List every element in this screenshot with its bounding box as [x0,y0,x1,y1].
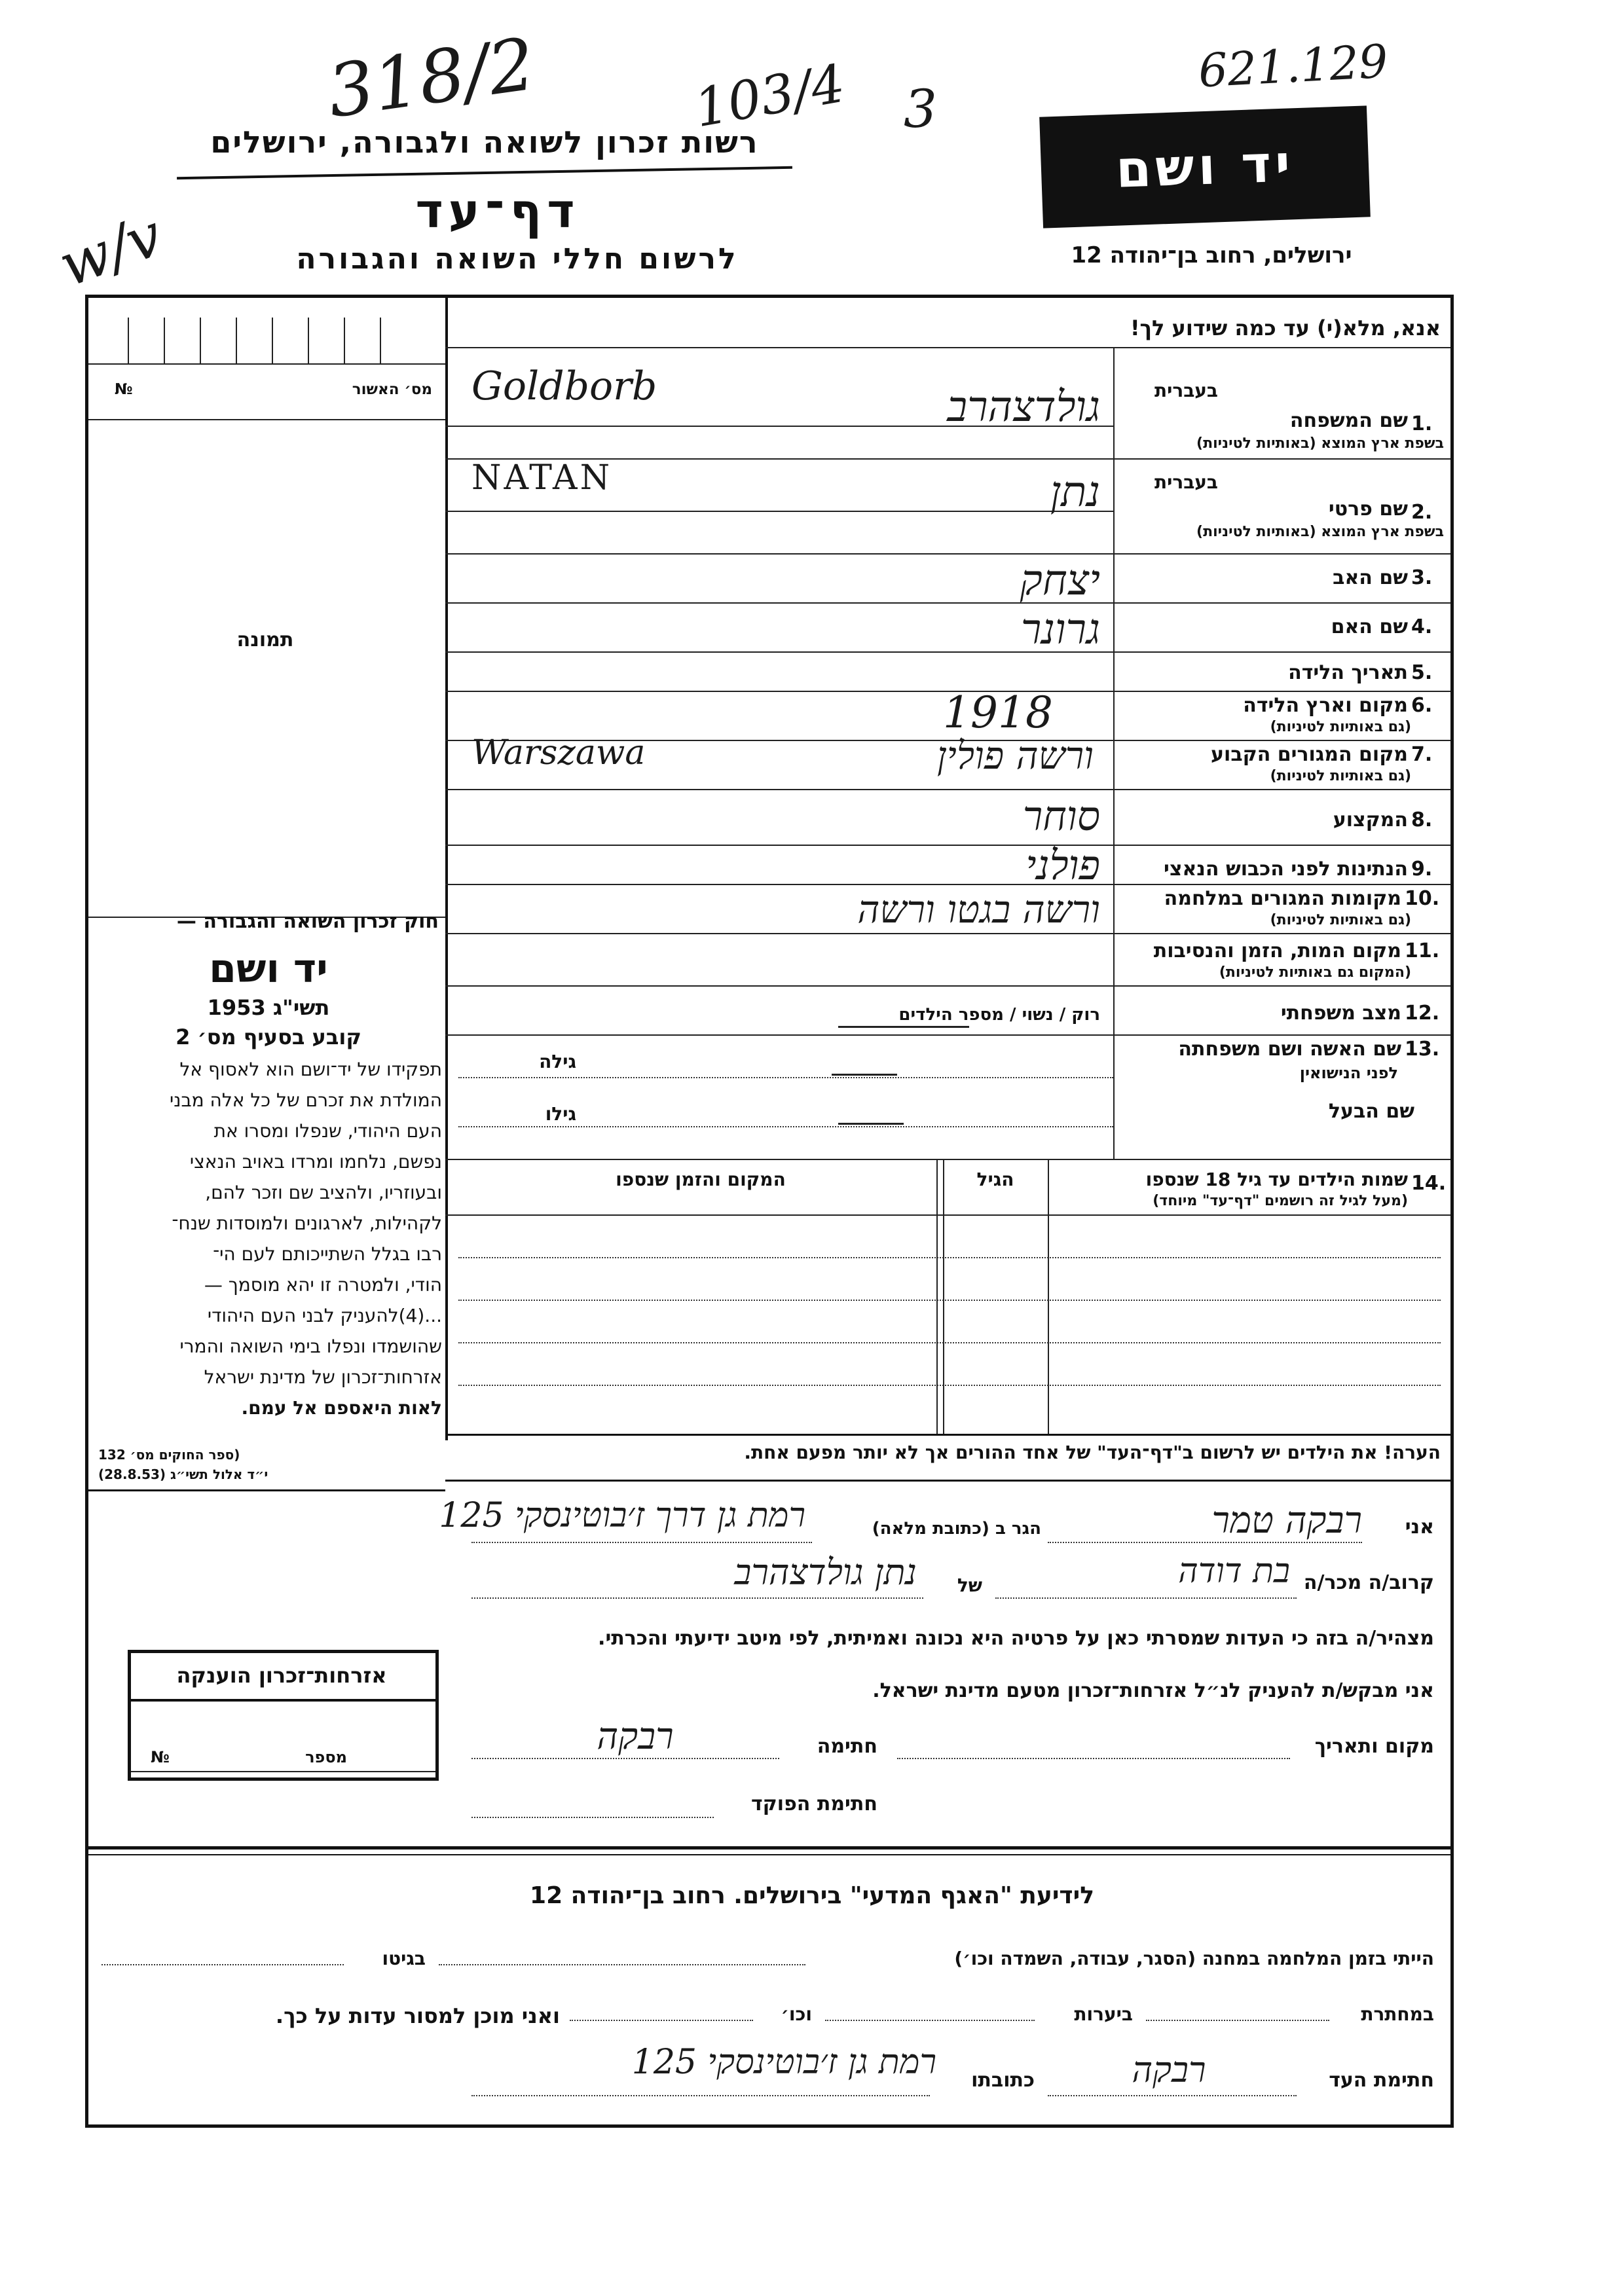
witness-signature-value: רבקה [1132,2049,1206,2090]
law-heading: חוק זכרון השואה והגבורה — [176,910,439,933]
children-table-number: 14. [1411,1172,1447,1195]
children-table-note: (מעל לגיל זה רושמים "דף־עד" מיוחד) [1153,1193,1408,1209]
law-clause: קובע בסעיף מס׳ 2 [175,1025,361,1049]
children-col-age: הגיל [976,1169,1014,1190]
field-1-value: גולדצהרב [947,383,1100,431]
bottom-line2-b: ביערות [1074,2003,1133,2025]
field-12-options: רוק / נשוי / מספר הילדים [898,1005,1100,1025]
field-2-note: בשפת ארץ המוצא (באותיות לטיניות) [1196,524,1444,540]
field-husband-age-label: גילו [545,1103,576,1125]
field-2-number: 2. [1411,501,1433,524]
declaration-subject-value: נתן גולדצהרב [734,1552,917,1593]
field-10-note: (גם באותיות לטיניות) [1270,912,1411,928]
approval-no: № [115,381,133,398]
field-2-value: נתן [1050,468,1100,517]
handwritten-ref-digit: 3 [904,79,937,139]
law-text-line: ...(4)להעניק לבני העם היהודי [207,1305,442,1326]
field-11-label: מקום המות, הזמן והנסיבות [1153,939,1401,962]
field-7-value-latin: Warszawa [471,733,646,773]
law-text-line: לאות היאספם אל עמם. [241,1397,442,1419]
handwritten-file-number: 621.129 [1197,34,1390,98]
form-title: דף־עד [415,183,580,238]
field-7-note: (גם באותיות לטיניות) [1270,768,1411,784]
field-9-label: הנתינות לפני הכבוש הנאצי [1164,858,1408,881]
approval-label: מס׳ האשור [352,381,432,398]
bottom-line2-a: במחתרת [1361,2003,1434,2025]
field-4-label: שם האם [1331,615,1408,638]
yad-vashem-logo: יד ושם [1039,105,1371,228]
field-6-note: (גם באותיות לטיניות) [1270,719,1411,735]
law-text-line: נפשם, נלחמו ומרדו באויב הנאצי [189,1151,442,1173]
field-8-label: המקצוע [1333,809,1408,831]
declaration-statement: מצהיר/ה בזה כי העדות שמסרתי כאן על פרטיה היא נכונה ואמיתית, לפי מיטב ידיעתי והכרתי. [598,1627,1434,1650]
field-10-value: ורשה בגטו ורשה [857,887,1100,932]
field-9-value: פולני [1025,841,1100,889]
field-10-label: מקומות המגורים במלחמה [1164,887,1401,910]
declaration-relative-label: קרוב/ה מכר/ה [1303,1571,1434,1594]
field-husband-label: שם הבעל [1328,1100,1414,1123]
bottom-title: לידיעת "האגף המדעי" בירושלים. רחוב בן־יהודה 12 [530,1882,1094,1909]
bottom-line2-c: וכו׳ [781,2003,812,2025]
law-text-line: שהושמדו ונפלו בימי השואה והמרי [179,1336,442,1357]
law-text-line: ובעוזריו, ולהציב שם וזכר להם, [205,1182,442,1203]
field-11-number: 11. [1405,939,1440,962]
bottom-line1-a: הייתי בזמן המלחמה במחנה (הסגר, עבודה, השמדה וכו׳) [954,1948,1434,1969]
declaration-address-value: רמת גן דרך ז׳בוטינסקי 125 [439,1496,805,1535]
witness-label: חתימת העד [1329,2069,1434,2092]
field-3-value: יצחק [1020,556,1100,605]
law-text-line: רבו בגלל השתייכותם לעם הי־ [213,1243,442,1265]
law-text-line: אזרחות־זכרון של מדינת ישראל [204,1366,442,1388]
declaration-resident-label: הגר ב (כתובת מלאה) [872,1519,1041,1539]
field-9-number: 9. [1411,858,1433,881]
law-text-line: לקהילות, לארגונים ולמוסדות שנח־ [172,1212,442,1234]
signature-label: חתימה [817,1735,877,1758]
field-2-hebrew-tag: בעברית [1154,471,1218,493]
certificate-no-mark: № [151,1748,170,1766]
field-10-number: 10. [1405,887,1440,910]
field-13-label: שם האשה ושם משפחתה [1178,1038,1401,1061]
children-table-label: שמות הילדים עד גיל 18 שנספו [1145,1169,1408,1190]
declaration-relation-value: בת דודה [1178,1552,1290,1591]
bottom-line1-b: בגיטו [382,1948,426,1969]
declaration-ani: אני [1405,1516,1434,1539]
field-6-number: 6. [1411,694,1433,717]
address: ירושלים, רחוב בן־יהודה 12 [1071,242,1352,268]
declaration-request: אני מבקש/ת להעניק לנ״ל אזרחות־זכרון מטעם מדינת ישראל. [872,1679,1434,1702]
law-footnote-1: (ספר החוקים מס׳ 132 [98,1447,240,1463]
field-2-value-latin: NATAN [471,458,613,498]
field-8-number: 8. [1411,809,1433,831]
field-13-number: 13. [1405,1038,1440,1061]
field-12-number: 12. [1405,1002,1440,1025]
signature-value: רבקה [597,1715,674,1758]
children-col-place: המקום והזמן שנספו [616,1169,786,1190]
field-7-value: ורשה פולין [936,733,1094,778]
law-text [95,1054,442,1423]
law-text-line: העם היהודי, שנפלו ומסרו את [213,1120,442,1142]
approval-tick-box [88,298,445,363]
certificate-box [128,1650,439,1781]
field-13-age-label: גילה [539,1051,576,1072]
field-8-value: סוחר [1022,792,1100,840]
field-1-number: 1. [1411,412,1433,435]
field-5-value: 1918 [943,687,1053,738]
officer-label: חתימת הפוקד [751,1793,877,1815]
field-5-label: תאריך הלידה [1288,661,1408,684]
certificate-title: אזרחות־זכרון הוענקה [176,1663,387,1688]
certificate-no-label: מספר [305,1748,347,1766]
law-name: יד ושם [209,946,328,992]
witness-address-value: רמת גן ז׳בוטינסקי 125 [631,2043,936,2082]
law-text-line: הודי, ולמטרה זו יהא מוסמך — [204,1274,442,1296]
address-label: כתובתו [971,2069,1035,2092]
handwritten-ref-code: 103/4 [690,52,849,139]
law-text-line: המולדת את זכרם של כל אלה מבני [169,1089,442,1111]
law-year: תשי"ג 1953 [207,995,330,1020]
field-3-label: שם האב [1333,566,1408,589]
handwritten-ref-number: 318/2 [322,22,540,134]
field-1-hebrew-tag: בעברית [1154,380,1218,401]
form-subtitle: לרשום חללי השואה והגבורה [296,242,739,276]
declaration-of-label: של [957,1575,982,1596]
field-7-label: מקום המגורים הקבוע [1211,743,1408,766]
field-5-number: 5. [1411,661,1433,684]
field-6-label: מקום וארץ הלידה [1243,694,1408,717]
field-12-label: מצב משפחתי [1280,1002,1401,1025]
instruction: אנא, מלא(י) עד כמה שידוע לך! [1130,316,1441,340]
law-footnote-2: י״ד אלול תשי״ג (28.8.53) [98,1467,268,1482]
handwritten-margin-note: w/v [50,200,172,301]
field-7-number: 7. [1411,743,1433,766]
declaration-name-value: רבקה טמר [1211,1499,1362,1542]
field-1-label: שם המשפחה [1289,409,1408,432]
field-11-note: (המקום גם באותיות לטיניות) [1219,964,1411,981]
field-1-note: בשפת ארץ המוצא (באותיות לטיניות) [1196,435,1444,452]
field-4-value: גרונר [1020,606,1100,654]
place-date-label: מקום ותאריך [1314,1735,1434,1758]
photo-label: תמונה [236,629,294,651]
field-1-value-latin: Goldborb [471,363,657,409]
field-4-number: 4. [1411,615,1433,638]
field-2-label: שם פרטי [1328,498,1408,520]
note-line: הערה! את הילדים יש לרשום ב"דף־העד" של אחד ההורים אך לא יותר מפעם אחת. [744,1442,1441,1463]
bottom-line2-d: ואני מוכן למסור עדות על כך. [275,2003,560,2028]
field-3-number: 3. [1411,566,1433,589]
law-text-line: תפקידו של יד־ושם הוא לאסוף אל [179,1059,442,1080]
authority-name: רשות זכרון לשואה ולגבורה, ירושלים [210,124,759,160]
field-13-note: לפני הנישואין [1299,1064,1398,1082]
